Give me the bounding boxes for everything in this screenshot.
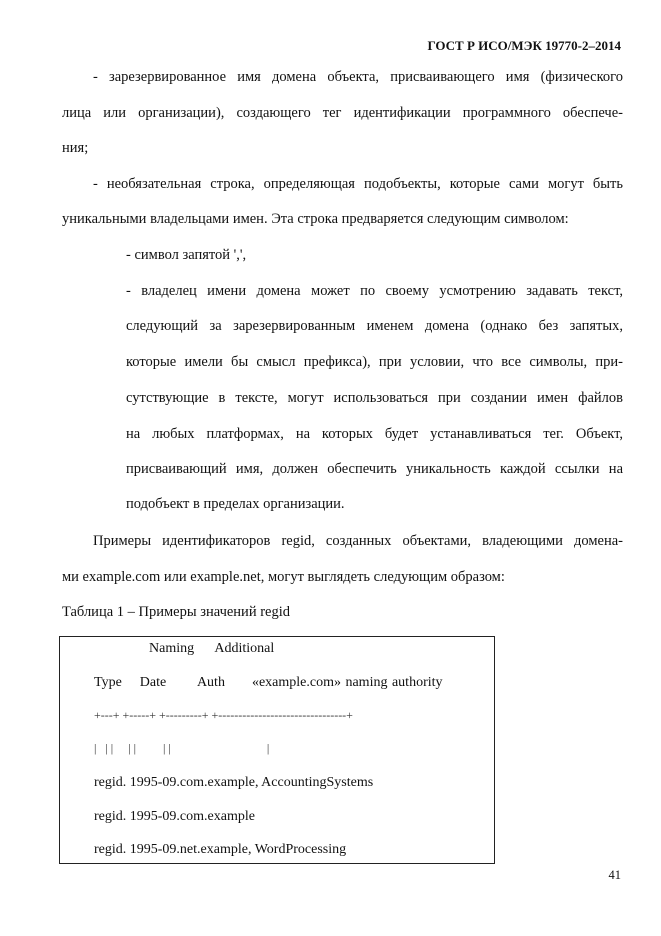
paragraph-line: сутствующие в тексте, могут использоваться при создании имен файлов [126,390,623,406]
paragraph-line: Примеры идентификаторов regid, созданных объектами, владеющими домена- [93,533,623,549]
paragraph-line: - владелец имени домена может по своему усмотрению задавать текст, [126,283,623,299]
code-table-box [59,636,495,864]
paragraph-line: ми example.com или example.net, могут выглядеть следующим образом: [62,569,505,585]
code-line: | | | | | | | | [94,741,270,755]
paragraph-line: подобъект в пределах организации. [126,496,345,512]
paragraph-line: уникальными владельцами имен. Эта строка предваряется следующим символом: [62,211,569,227]
paragraph-line: - необязательная строка, определяющая подобъекты, которые сами могут быть [93,176,623,192]
table-caption: Таблица 1 – Примеры значений regid [62,604,290,620]
paragraph-line: - зарезервированное имя домена объекта, присваивающего имя (физического [93,69,623,85]
code-line: Type Date Auth «example.com» naming authority [94,675,443,690]
paragraph-line: ния; [62,140,89,156]
paragraph-line: следующий за зарезервированным именем домена (однако без запятых, [126,318,623,334]
code-line: regid. 1995-09.net.example, WordProcessing [94,842,347,857]
page-number: 41 [608,868,621,882]
paragraph-line: присваивающий имя, должен обеспечить уникальность каждой ссылки на [126,461,623,477]
code-line: regid. 1995-09.com.example [94,809,255,824]
code-line: +---+ +-----+ +---------+ +--------------------------------+ [94,708,353,722]
code-line: regid. 1995-09.com.example, AccountingSystems [94,775,374,790]
paragraph-line: - символ запятой ',', [126,247,247,263]
code-line: Naming Additional [149,641,275,656]
paragraph-line: на любых платформах, на которых будет устанавливаться тег. Объект, [126,426,623,442]
document-header: ГОСТ Р ИСО/МЭК 19770-2–2014 [427,38,621,53]
paragraph-line: которые имели бы смысл префикса), при условии, что все символы, при- [126,354,623,370]
paragraph-line: лица или организации), создающего тег идентификации программного обеспече- [62,105,623,121]
